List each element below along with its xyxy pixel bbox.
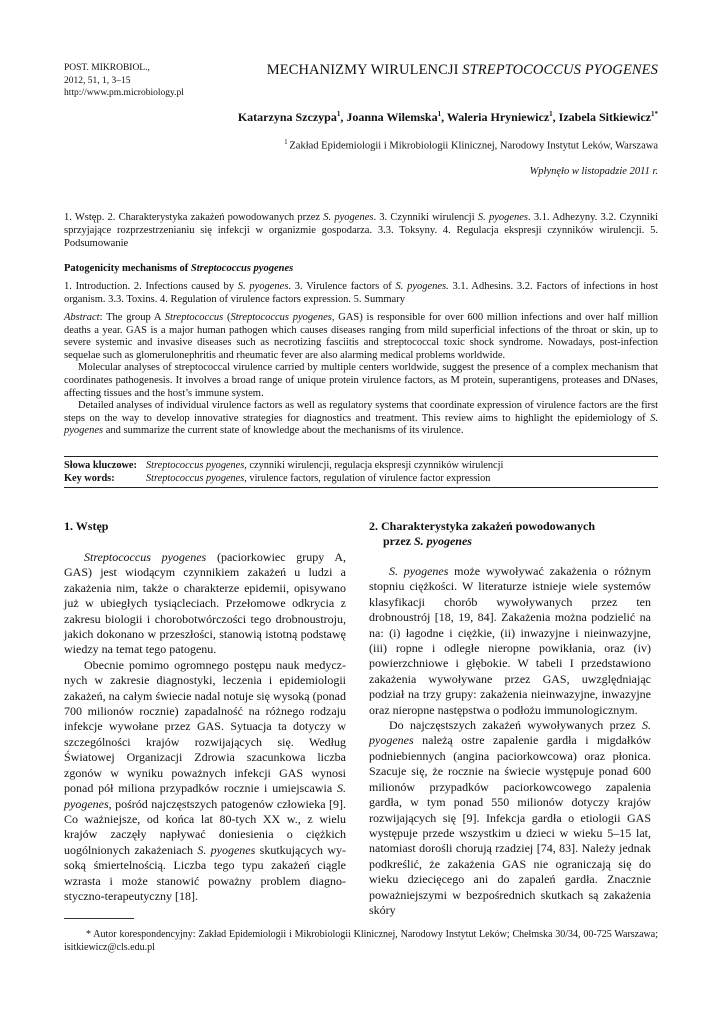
toc-english (64, 280, 658, 306)
s1-p2-italic-2: S. pyogenes (197, 842, 256, 857)
affiliation-text: Zakład Epidemiologii i Mikrobiologii Klinicznej, Narodowy Instytut Leków, Warszawa (289, 140, 658, 152)
abstract-p1-italic-2: Streptococcus pyogenes (230, 312, 332, 323)
abstract-p1-c: , GAS) is responsible for over 600 million infections and over half million deaths a year. GAS is a major human pathogen which causes diseases ranging from mild superficial infections of the throat or skin, up to severe systemic and invasive diseases such as necrotizing fasciitis and streptococcal toxic shock syndrome. Nowadays, post-infection sequelae such as glomerulonephritis and rheumatic fever are also alarming medical problems worldwide. (64, 312, 659, 361)
english-title-italic: Streptococcus pyogenes (190, 263, 294, 274)
abstract-p1-italic-1: Streptococcus (164, 312, 224, 323)
journal-citation (64, 62, 184, 100)
abstract-paragraph-1 (64, 312, 658, 362)
s2-p2-a: Do najczęstszych zakażeń wywoływanych przez (389, 718, 642, 733)
affiliation (284, 138, 658, 152)
s1-p2-italic-1: S. pyogenes (64, 781, 346, 811)
abstract-p3-italic: S. pyogenes (64, 412, 658, 437)
author-2: , Joanna Wilemska (340, 110, 438, 124)
keywords-english (64, 472, 658, 485)
abstract-p1-b: ( (223, 312, 231, 323)
abstract-paragraph-3 (64, 400, 658, 438)
affiliation-number: 1 (284, 138, 290, 146)
s1-p2-a: Obecnie pomimo ogromnego postępu nauk medycznych w zakresie diagnostyki, leczenia i epidemiologii zakażeń, na całym świecie nadal notuje się wysoką (ponad 700 milionów rocznie) zapadalność na różnego rodzaju infekcje wywołane przez GAS. Sytuacja ta dotyczy w szczególności krajów rozwijających się. Według Światowej Organizacji Zdrowia szacunkowa liczba zgonów w wyniku poważnych infekcji GAS wynosi ponad pół miliona przypadków rocznie i umiejscawia (64, 657, 346, 796)
section-2-paragraph-1 (369, 564, 651, 718)
section-2-heading (369, 519, 651, 549)
section-1-paragraph-1 (64, 550, 346, 658)
section-1-heading: 1. Wstęp (64, 519, 109, 533)
toc-pl-italic-2: S. pyogenes (477, 212, 529, 223)
keywords-polish-label: Słowa kluczowe: (64, 460, 137, 471)
journal-name: POST. MIKROBIOL., (64, 63, 150, 73)
english-title-plain: Patogenicity mechanisms of (64, 263, 191, 274)
section-2-paragraph-2 (369, 718, 651, 918)
author-1-aff: 1 (336, 110, 341, 118)
keywords-bottom-rule (64, 487, 658, 488)
keywords-top-rule (64, 456, 658, 457)
section-2-heading-line-2 (369, 534, 651, 549)
toc-pl-text-2: . 3. Czynniki wirulencji (373, 212, 478, 223)
s2-p1-text: może wywoływać zakażenia o różnym stopniu ciężkości. W literaturze istnieje wiele systemów klasyfikacji chorób wywoływanych przez ten drobnoustrój [18, 19, 84]. Zakażenia można podzielić na na: (i) łagodne i ciężkie, (ii) inwazyjne i nieinwazyjne, (iii) ropne i odległe nieropne powikłania, oraz (iv) powierzchniowe i głębokie. W tabeli I przedstawiono zakażenia wywoływane przez GAS, uwzględniając podział na trzy grupy: zakażenia nieinwazyjne, inwazyjne oraz nieropne następstwa o podłożu immunologicznym. (369, 564, 651, 717)
section-2-heading-plain: przez (383, 534, 414, 548)
s1-p1-italic: Streptococcus pyogenes (84, 550, 207, 564)
author-2-aff: 1 (437, 110, 442, 118)
s2-p2-italic: S. pyogenes (369, 718, 651, 748)
footnote-rule (64, 918, 134, 919)
journal-url[interactable]: http://www.pm.microbiology.pl (64, 88, 184, 98)
abstract-p1-a: : The group A (99, 312, 165, 323)
journal-volume: 2012, 51, 1, 3–15 (64, 75, 131, 86)
keywords-polish-text: , czynniki wirulencji, regulacja ekspresji czynników wirulencji (244, 460, 504, 471)
article-title-plain: MECHANIZMY WIRULENCJI (266, 62, 463, 78)
abstract (64, 312, 658, 438)
section-2-heading-line-1: 2. Charakterystyka zakażeń powodowanych (369, 519, 596, 533)
toc-pl-italic-1: S. pyogenes (323, 212, 374, 223)
keywords-english-italic: Streptococcus pyogenes (146, 473, 245, 484)
author-4-aff: 1* (651, 110, 658, 118)
english-title (64, 262, 658, 275)
toc-pl-text-1: 1. Wstęp. 2. Charakterystyka zakażeń powodowanych przez (64, 212, 324, 223)
author-4: , Izabela Sitkiewicz (552, 110, 651, 124)
toc-en-text-1: 1. Introduction. 2. Infections caused by (64, 281, 238, 292)
toc-polish (64, 211, 658, 250)
abstract-p3-b: and summarize the current state of knowledge about the mechanisms of its virulence. (103, 425, 464, 437)
s1-p2-b: , pośród najczęstszych patogenów człowieka [9]. Co ważniejsze, od końca lat 80-tych XX w., z wielu krajów zaczęły napływać doniesienia o ciężkich uogólnionych zakażeniach (64, 796, 346, 857)
received-date: Wpłynęło w listopadzie 2011 r. (529, 166, 658, 177)
keywords-english-label: Key words: (64, 473, 115, 484)
keywords-polish (64, 459, 658, 472)
toc-en-text-3: 3.1. Adhesins. 3.2. Factors of infections in host organism. 3.3. Toxins. 4. Regulation of virulence factors expression. 5. Summary (64, 281, 658, 305)
section-1-paragraph-2 (64, 658, 346, 905)
author-3-aff: 1 (549, 110, 553, 118)
toc-pl-text-3: . 3.1. Adhezyny. 3.2. Czynniki sprzyjające rozprzestrzenianiu się infekcji w organizmie gospodarza. 3.3. Toksyny. 4. Regulacja ekspresji czynników wirulencji. 5. Podsumowanie (64, 212, 658, 249)
abstract-label: Abstract (64, 312, 100, 323)
article-title (246, 62, 658, 79)
footnote: * Autor korespondencyjny: Zakład Epidemiologii i Mikrobiologii Klinicznej, Narodowy Instytut Leków; Chełmska 30/34, 00-725 Warszawa; isitkiewicz@cls.edu.pl (64, 929, 658, 953)
left-column (64, 519, 346, 904)
s1-p1-text: (paciorkowiec grupy A, GAS) jest wiodącym czynnikiem zakażeń u ludzi a zakażenia nim, także o charakterze epidemii, opisywano już w ubiegłych tysiącleciach. Przełomowe odkrycia z zakresu biologii i chorobotwórczości tego drobnoustroju, jakich dokonano w przeszłości, stanowią istotną podstawę wiedzy na temat tego patogenu. (64, 550, 346, 657)
author-3: , Waleria Hryniewicz (441, 110, 550, 124)
toc-en-italic-2: S. pyogenes. (395, 281, 449, 292)
s1-p2-c: skutkujących wysoką śmiertelnością. Liczba tego typu zakażeń ciągle wzrasta i może stanowić poważny problem diagnostyczno-terapeutyczny [18]. (64, 842, 346, 903)
keywords-block (64, 459, 658, 485)
author-list (238, 110, 658, 125)
abstract-paragraph-2: Molecular analyses of streptococcal virulence carried by multiple centers worldwide, suggest the presence of a complex mechanism that coordinates pathogenesis. It involves a broad range of unique protein virulence factors, as M protein, superantigens, proteases and DNases, affecting tissues and the host’s immune system. (64, 362, 658, 399)
article-title-italic: STREPTOCOCCUS PYOGENES (462, 62, 658, 78)
s2-p2-b: należą ostre zapalenie gardła i migdałków podniebiennych (angina paciorkowcowa) oraz płonica. Szacuje się, że rocznie na świecie występuje ponad 600 milionów przypadków paciorkowcowego zapalenia gardła, w tym ponad 550 milionów dotyczy krajów rozwijających się [9]. Infekcja gardła o etiologii GAS występuje przede wszystkim u dzieci w wieku 5–15 lat, natomiast dorośli chorują rzadziej [74, 83]. Należy jednak podkreślić, że zakażenia GAS nie ograniczają się do wieku dziecięcego ani do zapaleń gardła. Znacznie poważniejszymi w bezpośrednich skutkach są zakażenia skóry (369, 733, 651, 917)
author-1: Katarzyna Szczypa (237, 110, 337, 124)
keywords-polish-italic: Streptococcus pyogenes (146, 460, 245, 471)
keywords-english-text: , virulence factors, regulation of virulence factor expression (244, 473, 491, 484)
s2-p1-italic: S. pyogenes (389, 564, 449, 578)
toc-en-italic-1: S. pyogenes (237, 281, 289, 292)
section-2-heading-italic: S. pyogenes (413, 534, 472, 548)
abstract-p3-a: Detailed analyses of individual virulence factors as well as regulatory systems that coordinate expression of virulence factors are the first steps on the way to develop innovative strategies for diagnostics and treatment. This review aims to highlight the epidemiology of (64, 400, 658, 424)
right-column (369, 519, 651, 918)
toc-en-text-2: . 3. Virulence factors of (288, 281, 396, 292)
